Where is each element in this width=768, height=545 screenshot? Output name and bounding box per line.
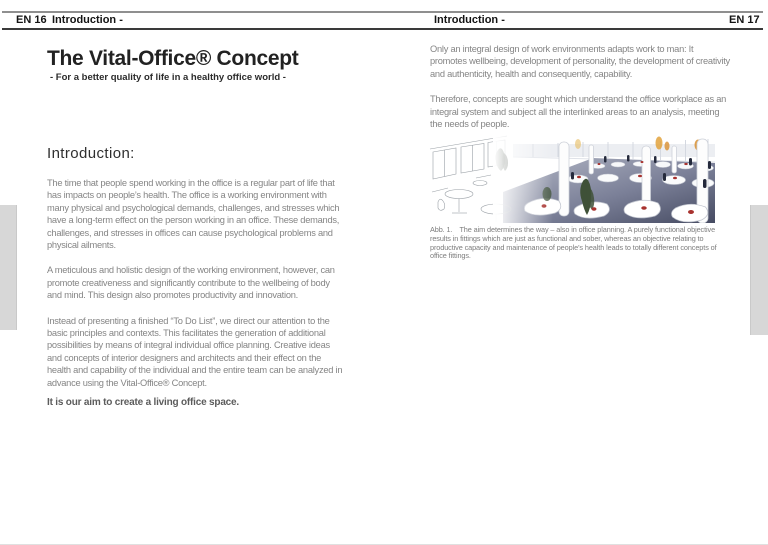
right-body-column xyxy=(430,43,730,143)
paragraph: Therefore, concepts are sought which understand the office workplace as an integral system and subject all the interlinked areas to an analysis, meeting the needs of people. xyxy=(430,94,727,130)
section-heading-introduction: Introduction: xyxy=(47,145,135,162)
header-rule-top xyxy=(2,11,763,13)
closing-statement: It is our aim to create a living office space. xyxy=(47,397,239,408)
office-rendering-figure xyxy=(428,133,715,223)
left-edge-tab xyxy=(0,205,17,330)
page-number-left: EN 16 xyxy=(16,14,47,26)
header-rule-bottom xyxy=(2,28,763,30)
page-number-right: EN 17 xyxy=(729,14,760,26)
caption-text: The aim determines the way – also in office planning. A purely functional objective results in fittings which are just as functional and sober, whereas an objective relating to productive capacity and maintenance of people’s health leads to totally different concepts of office fittings. xyxy=(430,225,717,261)
article-title: The Vital-Office® Concept xyxy=(47,47,299,70)
left-body-column xyxy=(47,177,345,402)
office-rendering-image xyxy=(428,133,715,223)
right-edge-tab xyxy=(750,205,768,335)
paragraph: Instead of presenting a finished “To Do List”, we direct our attention to the basic principles and contexts. This facilitates the generation of additional possibilities by means of integral individual office planning. Creative ideas and concepts of interior designers and architects and their effect on the health and capability of the individual and the entire team can be analyzed in advance using the Vital-Office® Concept. xyxy=(47,315,343,388)
paragraph: The time that people spend working in the office is a regular part of life that has impacts on people’s health. The office is a working environment with many physical and psychological demands, challenges, and stresses which have a long-term effect on the person working in an office. These demands, challenges, and stresses in offices can cause psychological problems and physical ailments. xyxy=(47,178,340,251)
figure-caption xyxy=(430,226,720,261)
paragraph: Only an integral design of work environments adapts work to man: It promotes wellbeing, development of personality, the development of creativity and authenticity, health and consequently, capability. xyxy=(430,44,730,79)
paragraph: A meticulous and holistic design of the working environment, however, can promote creativeness and significantly contribute to the wellbeing of body and mind. This design also promotes productivity and innovation. xyxy=(47,265,335,301)
running-title-right: Introduction - xyxy=(434,14,505,26)
article-subtitle: - For a better quality of life in a healthy office world - xyxy=(50,72,286,83)
running-title-left: Introduction - xyxy=(52,14,123,26)
caption-label: Abb. 1. xyxy=(430,225,453,234)
